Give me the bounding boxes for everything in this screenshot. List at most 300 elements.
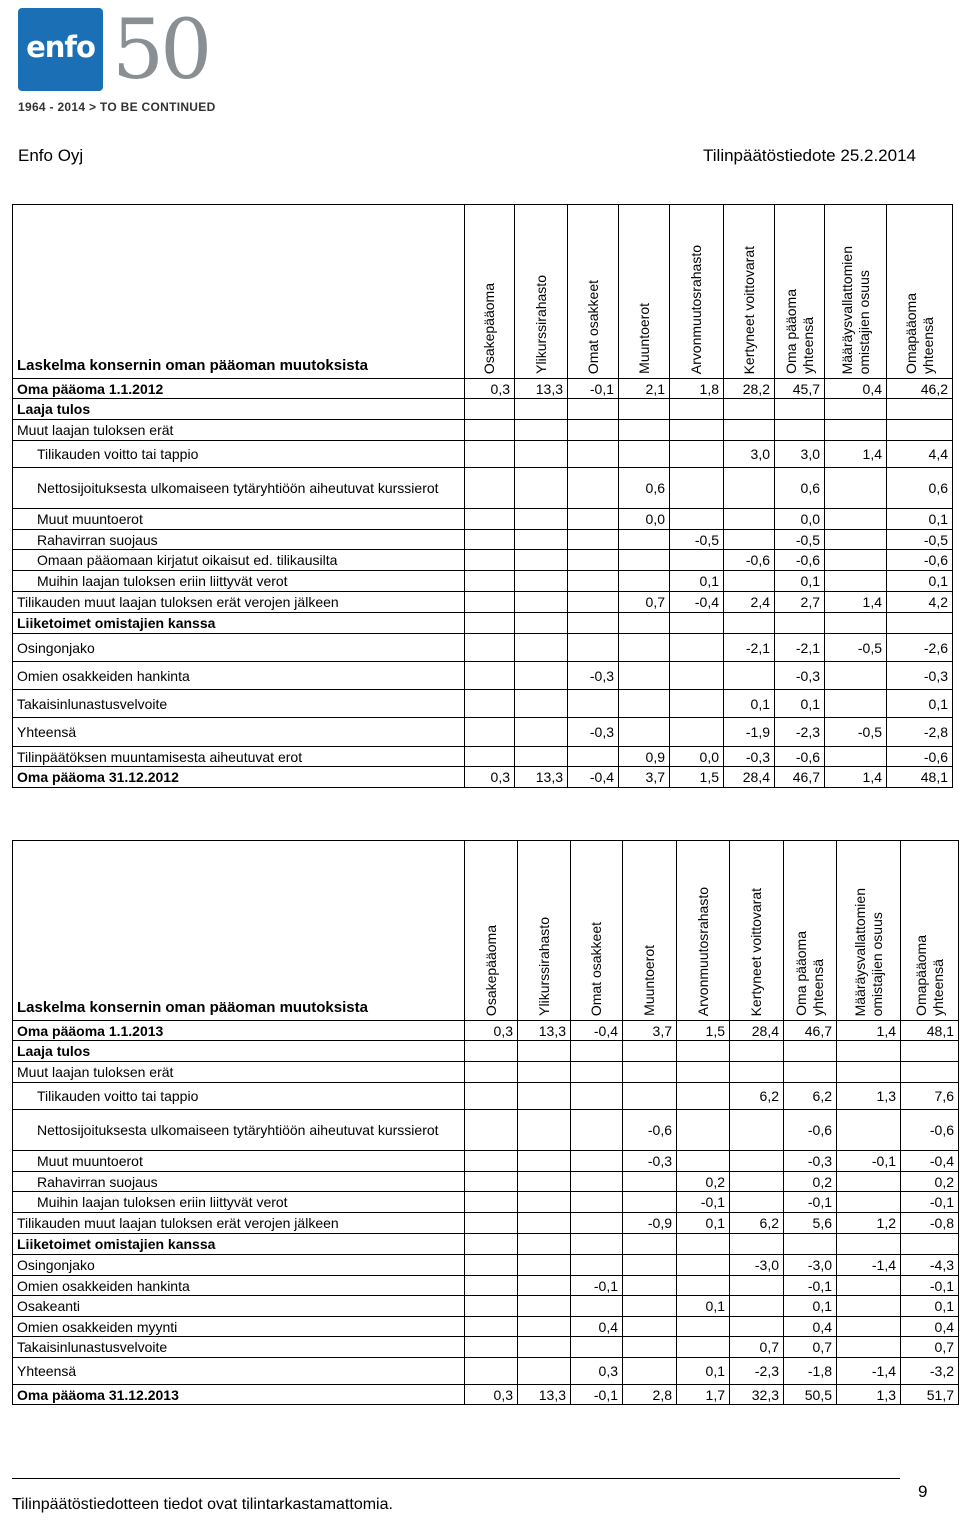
value-cell xyxy=(465,1041,518,1062)
value-cell xyxy=(623,1337,677,1358)
table-row xyxy=(13,718,953,747)
table-row xyxy=(13,1358,959,1385)
value-cell xyxy=(670,690,724,718)
value-cell xyxy=(465,530,515,550)
value-cell xyxy=(619,420,670,441)
value-cell xyxy=(465,420,515,441)
column-header xyxy=(465,205,515,379)
value-cell: 45,7 xyxy=(775,379,825,399)
enfo-logo xyxy=(18,8,103,91)
value-cell xyxy=(825,613,887,634)
value-cell: 0,7 xyxy=(784,1337,837,1358)
row-label: Osakeanti xyxy=(13,1296,465,1317)
value-cell: 6,2 xyxy=(730,1213,784,1234)
value-cell: 32,3 xyxy=(730,1385,784,1405)
value-cell: 0,1 xyxy=(775,571,825,592)
row-label: Omien osakkeiden hankinta xyxy=(13,662,465,690)
value-cell xyxy=(677,1151,730,1172)
row-label: Tilikauden voitto tai tappio xyxy=(13,441,465,468)
value-cell: 51,7 xyxy=(901,1385,959,1405)
value-cell xyxy=(825,747,887,767)
value-cell xyxy=(515,747,568,767)
value-cell xyxy=(571,1255,623,1276)
value-cell: 6,2 xyxy=(730,1083,784,1110)
value-cell: 7,6 xyxy=(901,1083,959,1110)
value-cell xyxy=(515,613,568,634)
value-cell xyxy=(465,690,515,718)
value-cell: 3,0 xyxy=(724,441,775,468)
value-cell xyxy=(619,530,670,550)
column-header-label: Ylikurssirahasto xyxy=(535,917,552,1016)
value-cell xyxy=(677,1337,730,1358)
value-cell: 3,7 xyxy=(619,767,670,788)
table-row xyxy=(13,1255,959,1276)
value-cell: -2,6 xyxy=(887,634,953,662)
value-cell: 46,2 xyxy=(887,379,953,399)
value-cell: 0,4 xyxy=(901,1317,959,1337)
value-cell xyxy=(670,613,724,634)
column-header xyxy=(619,205,670,379)
value-cell xyxy=(515,571,568,592)
value-cell: -0,1 xyxy=(901,1276,959,1296)
value-cell xyxy=(784,1041,837,1062)
table-row xyxy=(13,1385,959,1405)
value-cell: 0,0 xyxy=(670,747,724,767)
value-cell xyxy=(568,634,619,662)
value-cell: -0,1 xyxy=(571,1276,623,1296)
value-cell: 28,4 xyxy=(724,767,775,788)
table-row xyxy=(13,468,953,509)
value-cell xyxy=(465,571,515,592)
value-cell xyxy=(568,592,619,613)
value-cell xyxy=(465,399,515,420)
document-title: Tilinpäätöstiedote 25.2.2014 xyxy=(703,146,916,165)
row-label: Muihin laajan tuloksen eriin liittyvät verot xyxy=(13,1192,465,1213)
value-cell: 0,1 xyxy=(677,1358,730,1385)
column-header-label: Kertyneet voittovarat xyxy=(740,245,757,374)
value-cell xyxy=(515,718,568,747)
value-cell: 0,2 xyxy=(901,1172,959,1192)
value-cell xyxy=(465,1192,518,1213)
table-row xyxy=(13,530,953,550)
value-cell: 28,2 xyxy=(724,379,775,399)
row-label: Laaja tulos xyxy=(13,399,465,420)
value-cell xyxy=(623,1358,677,1385)
column-header-label: Omapääoma yhteensä xyxy=(902,293,936,374)
value-cell xyxy=(825,550,887,571)
value-cell xyxy=(568,747,619,767)
value-cell xyxy=(515,690,568,718)
value-cell: -0,6 xyxy=(887,747,953,767)
value-cell xyxy=(465,662,515,690)
value-cell: 46,7 xyxy=(784,1021,837,1041)
column-header-label: Osakepääoma xyxy=(481,282,497,374)
value-cell: 50,5 xyxy=(784,1385,837,1405)
column-header-label: Osakepääoma xyxy=(482,924,499,1016)
value-cell: -0,5 xyxy=(887,530,953,550)
column-header xyxy=(784,841,837,1021)
value-cell xyxy=(784,1234,837,1255)
row-label: Yhteensä xyxy=(13,718,465,747)
value-cell xyxy=(465,1317,518,1337)
value-cell: 0,3 xyxy=(571,1358,623,1385)
value-cell: -1,8 xyxy=(784,1358,837,1385)
value-cell: 3,0 xyxy=(775,441,825,468)
table-title: Laskelma konsernin oman pääoman muutoksista xyxy=(13,205,465,379)
value-cell xyxy=(568,613,619,634)
value-cell xyxy=(724,571,775,592)
column-header-label: Muuntoerot xyxy=(641,945,657,1016)
value-cell: -0,3 xyxy=(775,662,825,690)
value-cell xyxy=(730,1041,784,1062)
value-cell xyxy=(465,1337,518,1358)
column-header xyxy=(518,841,571,1021)
value-cell xyxy=(730,1192,784,1213)
value-cell xyxy=(571,1110,623,1151)
value-cell: -0,9 xyxy=(623,1213,677,1234)
value-cell: -0,1 xyxy=(901,1192,959,1213)
value-cell: -0,6 xyxy=(775,550,825,571)
value-cell xyxy=(465,592,515,613)
value-cell: -2,3 xyxy=(730,1358,784,1385)
value-cell xyxy=(837,1062,901,1083)
row-label: Oma pääoma 1.1.2013 xyxy=(13,1021,465,1041)
value-cell xyxy=(724,530,775,550)
value-cell xyxy=(775,399,825,420)
value-cell xyxy=(887,399,953,420)
column-header-label: Määräysvallattomien omistajien osuus xyxy=(838,245,872,374)
value-cell: -1,9 xyxy=(724,718,775,747)
row-label: Omaan pääomaan kirjatut oikaisut ed. tilikausilta xyxy=(13,550,465,571)
value-cell: 0,6 xyxy=(619,468,670,509)
value-cell: 0,0 xyxy=(775,509,825,530)
value-cell: -0,4 xyxy=(568,767,619,788)
column-header xyxy=(825,205,887,379)
value-cell: 0,2 xyxy=(677,1172,730,1192)
value-cell: 1,2 xyxy=(837,1213,901,1234)
value-cell xyxy=(619,690,670,718)
value-cell xyxy=(465,1110,518,1151)
value-cell: -3,0 xyxy=(784,1255,837,1276)
value-cell xyxy=(465,1083,518,1110)
value-cell xyxy=(730,1110,784,1151)
row-label: Takaisinlunastusvelvoite xyxy=(13,1337,465,1358)
value-cell xyxy=(568,690,619,718)
column-header xyxy=(724,205,775,379)
value-cell xyxy=(518,1296,571,1317)
value-cell: -0,1 xyxy=(677,1192,730,1213)
value-cell xyxy=(515,530,568,550)
row-label: Muut muuntoerot xyxy=(13,509,465,530)
value-cell: 0,3 xyxy=(465,379,515,399)
value-cell: -2,1 xyxy=(775,634,825,662)
table-row xyxy=(13,1110,959,1151)
value-cell xyxy=(518,1213,571,1234)
row-label: Nettosijoituksesta ulkomaiseen tytäryhtiöön aiheutuvat kurssierot xyxy=(13,468,465,509)
column-header-label: Oma pääoma yhteensä xyxy=(793,931,826,1016)
value-cell: 0,1 xyxy=(887,509,953,530)
value-cell: -0,4 xyxy=(670,592,724,613)
value-cell: -0,6 xyxy=(784,1110,837,1151)
value-cell: 46,7 xyxy=(775,767,825,788)
value-cell xyxy=(775,613,825,634)
value-cell xyxy=(623,1234,677,1255)
value-cell: -0,3 xyxy=(623,1151,677,1172)
value-cell xyxy=(724,420,775,441)
value-cell xyxy=(518,1255,571,1276)
value-cell xyxy=(784,1062,837,1083)
value-cell: 0,7 xyxy=(730,1337,784,1358)
table-row xyxy=(13,592,953,613)
value-cell xyxy=(465,747,515,767)
row-label: Laaja tulos xyxy=(13,1041,465,1062)
value-cell xyxy=(730,1172,784,1192)
table-row xyxy=(13,1151,959,1172)
value-cell: 1,3 xyxy=(837,1083,901,1110)
value-cell: -0,4 xyxy=(571,1021,623,1041)
value-cell: -0,6 xyxy=(775,747,825,767)
value-cell xyxy=(515,550,568,571)
value-cell xyxy=(901,1234,959,1255)
value-cell: -0,1 xyxy=(571,1385,623,1405)
value-cell xyxy=(670,718,724,747)
column-header-label: Arvonmuutosrahasto xyxy=(688,244,704,374)
value-cell xyxy=(568,441,619,468)
value-cell: 1,4 xyxy=(825,441,887,468)
page-number: 9 xyxy=(918,1482,928,1501)
value-cell xyxy=(677,1110,730,1151)
value-cell xyxy=(518,1041,571,1062)
value-cell: -0,1 xyxy=(784,1276,837,1296)
footer-note: Tilinpäätöstiedotteen tiedot ovat tilintarkastamattomia. xyxy=(12,1496,393,1513)
value-cell: 2,7 xyxy=(775,592,825,613)
table-row xyxy=(13,1192,959,1213)
value-cell xyxy=(837,1317,901,1337)
value-cell: -0,3 xyxy=(724,747,775,767)
value-cell: -2,8 xyxy=(887,718,953,747)
value-cell: 13,3 xyxy=(518,1021,571,1041)
value-cell xyxy=(724,509,775,530)
table-row xyxy=(13,1172,959,1192)
value-cell xyxy=(623,1083,677,1110)
table-row xyxy=(13,1234,959,1255)
value-cell: 28,4 xyxy=(730,1021,784,1041)
table-row xyxy=(13,1337,959,1358)
value-cell xyxy=(571,1296,623,1317)
table-row xyxy=(13,1296,959,1317)
table-row xyxy=(13,634,953,662)
value-cell xyxy=(518,1062,571,1083)
table-row xyxy=(13,1021,959,1041)
column-header xyxy=(887,205,953,379)
value-cell xyxy=(465,718,515,747)
value-cell: 1,4 xyxy=(825,592,887,613)
value-cell: 0,1 xyxy=(677,1296,730,1317)
value-cell: 0,1 xyxy=(670,571,724,592)
value-cell xyxy=(730,1151,784,1172)
row-label: Rahavirran suojaus xyxy=(13,1172,465,1192)
row-label: Yhteensä xyxy=(13,1358,465,1385)
value-cell: 4,4 xyxy=(887,441,953,468)
row-label: Oma pääoma 1.1.2012 xyxy=(13,379,465,399)
anniversary-number: 50 xyxy=(112,3,209,98)
value-cell xyxy=(465,1358,518,1385)
value-cell xyxy=(825,420,887,441)
value-cell xyxy=(515,468,568,509)
value-cell xyxy=(837,1110,901,1151)
value-cell xyxy=(677,1062,730,1083)
value-cell: 0,1 xyxy=(784,1296,837,1317)
row-label: Oma pääoma 31.12.2013 xyxy=(13,1385,465,1405)
value-cell: 1,5 xyxy=(670,767,724,788)
value-cell xyxy=(571,1062,623,1083)
value-cell: -2,3 xyxy=(775,718,825,747)
value-cell: 1,8 xyxy=(670,379,724,399)
value-cell xyxy=(571,1083,623,1110)
logo-text: enfo xyxy=(26,30,95,64)
value-cell xyxy=(465,468,515,509)
row-label: Takaisinlunastusvelvoite xyxy=(13,690,465,718)
value-cell xyxy=(670,468,724,509)
column-header xyxy=(568,205,619,379)
column-header xyxy=(515,205,568,379)
value-cell xyxy=(837,1234,901,1255)
value-cell: 13,3 xyxy=(515,767,568,788)
value-cell: 2,8 xyxy=(623,1385,677,1405)
value-cell xyxy=(670,662,724,690)
value-cell: 0,3 xyxy=(465,767,515,788)
value-cell xyxy=(623,1276,677,1296)
column-header-label: Määräysvallattomien omistajien osuus xyxy=(851,887,885,1016)
value-cell: -3,0 xyxy=(730,1255,784,1276)
value-cell: -1,4 xyxy=(837,1255,901,1276)
value-cell: 2,1 xyxy=(619,379,670,399)
value-cell: 2,4 xyxy=(724,592,775,613)
value-cell xyxy=(670,509,724,530)
value-cell xyxy=(623,1172,677,1192)
value-cell: 0,1 xyxy=(775,690,825,718)
row-label: Nettosijoituksesta ulkomaiseen tytäryhtiöön aiheutuvat kurssierot xyxy=(13,1110,465,1151)
value-cell xyxy=(465,1234,518,1255)
value-cell xyxy=(465,441,515,468)
value-cell xyxy=(515,662,568,690)
value-cell: 0,9 xyxy=(619,747,670,767)
value-cell xyxy=(677,1276,730,1296)
value-cell: -0,3 xyxy=(887,662,953,690)
value-cell: -0,6 xyxy=(901,1110,959,1151)
value-cell xyxy=(518,1151,571,1172)
value-cell xyxy=(623,1192,677,1213)
value-cell: -0,1 xyxy=(837,1151,901,1172)
value-cell xyxy=(677,1255,730,1276)
value-cell xyxy=(571,1151,623,1172)
value-cell xyxy=(730,1234,784,1255)
value-cell xyxy=(518,1276,571,1296)
tagline: 1964 - 2014 > TO BE CONTINUED xyxy=(18,100,216,114)
equity-table-2012 xyxy=(12,204,953,788)
value-cell: -0,6 xyxy=(887,550,953,571)
value-cell: 0,3 xyxy=(465,1021,518,1041)
value-cell xyxy=(724,468,775,509)
value-cell xyxy=(465,634,515,662)
row-label: Oma pääoma 31.12.2012 xyxy=(13,767,465,788)
row-label: Tilinpäätöksen muuntamisesta aiheutuvat erot xyxy=(13,747,465,767)
value-cell: -0,1 xyxy=(784,1192,837,1213)
value-cell: 0,2 xyxy=(784,1172,837,1192)
equity-table-2013 xyxy=(12,840,959,1405)
value-cell xyxy=(518,1317,571,1337)
row-label: Muut muuntoerot xyxy=(13,1151,465,1172)
value-cell xyxy=(465,1276,518,1296)
footer-divider xyxy=(12,1478,900,1479)
value-cell: -0,8 xyxy=(901,1213,959,1234)
value-cell xyxy=(623,1041,677,1062)
table-title: Laskelma konsernin oman pääoman muutoksista xyxy=(13,841,465,1021)
value-cell xyxy=(724,662,775,690)
value-cell xyxy=(837,1296,901,1317)
value-cell: 6,2 xyxy=(784,1083,837,1110)
value-cell xyxy=(901,1062,959,1083)
value-cell: 48,1 xyxy=(901,1021,959,1041)
value-cell xyxy=(515,592,568,613)
row-label: Muut laajan tuloksen erät xyxy=(13,1062,465,1083)
value-cell: -4,3 xyxy=(901,1255,959,1276)
value-cell xyxy=(825,690,887,718)
value-cell xyxy=(730,1276,784,1296)
table-row xyxy=(13,441,953,468)
value-cell: -0,3 xyxy=(568,718,619,747)
value-cell xyxy=(825,468,887,509)
column-header-label: Muuntoerot xyxy=(635,303,652,374)
value-cell: 0,4 xyxy=(825,379,887,399)
table-row xyxy=(13,767,953,788)
value-cell: 4,2 xyxy=(887,592,953,613)
column-header-label: Omapääoma yhteensä xyxy=(912,935,946,1016)
value-cell xyxy=(619,634,670,662)
value-cell xyxy=(677,1083,730,1110)
column-header xyxy=(775,205,825,379)
row-label: Tilikauden voitto tai tappio xyxy=(13,1083,465,1110)
value-cell: -0,3 xyxy=(568,662,619,690)
row-label: Liiketoimet omistajien kanssa xyxy=(13,1234,465,1255)
value-cell xyxy=(571,1192,623,1213)
value-cell xyxy=(465,1255,518,1276)
row-label: Tilikauden muut laajan tuloksen erät verojen jälkeen xyxy=(13,592,465,613)
value-cell xyxy=(730,1296,784,1317)
column-header xyxy=(730,841,784,1021)
row-label: Muihin laajan tuloksen eriin liittyvät verot xyxy=(13,571,465,592)
value-cell: -0,5 xyxy=(825,634,887,662)
value-cell xyxy=(465,1213,518,1234)
value-cell: 0,3 xyxy=(465,1385,518,1405)
table-row xyxy=(13,1083,959,1110)
value-cell xyxy=(568,530,619,550)
value-cell: 0,4 xyxy=(784,1317,837,1337)
value-cell: 0,6 xyxy=(887,468,953,509)
value-cell xyxy=(571,1213,623,1234)
value-cell xyxy=(730,1062,784,1083)
value-cell: -0,5 xyxy=(775,530,825,550)
value-cell xyxy=(887,613,953,634)
column-header xyxy=(837,841,901,1021)
value-cell xyxy=(619,662,670,690)
value-cell: -0,3 xyxy=(784,1151,837,1172)
value-cell xyxy=(619,613,670,634)
value-cell: 1,7 xyxy=(677,1385,730,1405)
table-row xyxy=(13,662,953,690)
column-header xyxy=(901,841,959,1021)
table-row xyxy=(13,613,953,634)
